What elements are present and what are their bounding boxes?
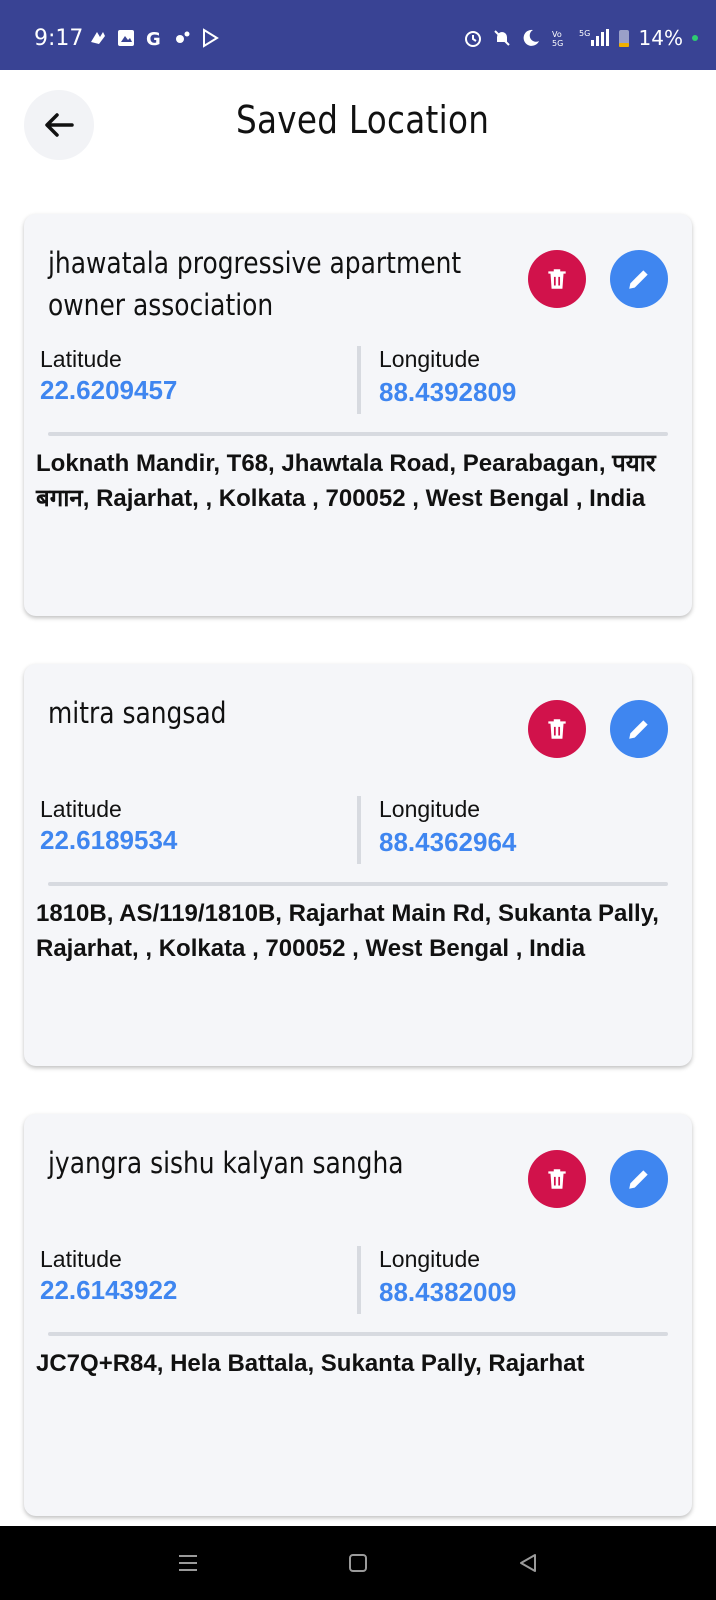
notification-icons <box>88 28 220 48</box>
status-time: 9:17 <box>34 26 84 51</box>
latitude-value: 22.6209457 <box>40 375 178 405</box>
divider <box>48 432 668 436</box>
edit-button[interactable] <box>610 700 668 758</box>
longitude-label: Longitude <box>379 796 481 822</box>
status-bar <box>0 0 716 70</box>
home-square-icon <box>346 1551 370 1575</box>
system-status-icons <box>463 26 698 50</box>
page-title: Saved Location <box>236 98 490 142</box>
latitude-block <box>40 796 177 856</box>
pencil-icon <box>626 266 652 292</box>
location-card[interactable] <box>24 214 692 616</box>
battery-percent: 14% <box>638 26 683 50</box>
latitude-value: 22.6143922 <box>40 1275 178 1305</box>
location-address: Loknath Mandir, T68, Jhawtala Road, Pearabagan, पयार बगान, Rajarhat, , Kolkata , 700052 , West Bengal , India <box>36 450 656 512</box>
delete-button[interactable] <box>528 700 586 758</box>
arrow-left-icon <box>42 108 76 142</box>
location-address: JC7Q+R84, Hela Battala, Sukanta Pally, Rajarhat <box>36 1350 585 1377</box>
longitude-label: Longitude <box>379 346 481 372</box>
system-nav-bar <box>0 1526 716 1600</box>
do-not-disturb-icon <box>521 28 541 48</box>
delete-button[interactable] <box>528 1150 586 1208</box>
app-header <box>0 70 716 180</box>
longitude-block <box>357 346 516 414</box>
privacy-dot <box>692 35 698 41</box>
svg-text:G: G <box>146 29 161 50</box>
trash-icon <box>544 716 570 742</box>
latitude-label: Latitude <box>40 796 122 822</box>
svg-text:5G: 5G <box>551 39 563 48</box>
delete-button[interactable] <box>528 250 586 308</box>
alarm-icon <box>463 28 483 48</box>
trash-icon <box>544 1166 570 1192</box>
edit-button[interactable] <box>610 1150 668 1208</box>
latitude-block <box>40 346 177 406</box>
signal-icon <box>579 28 609 48</box>
longitude-value: 88.4392809 <box>379 377 517 407</box>
divider <box>48 882 668 886</box>
longitude-value: 88.4362964 <box>379 827 517 857</box>
google-icon <box>144 28 164 48</box>
latitude-block <box>40 1246 177 1306</box>
location-address: 1810B, AS/119/1810B, Rajarhat Main Rd, Sukanta Pally, Rajarhat, , Kolkata , 700052 , West Bengal , India <box>36 900 659 962</box>
location-card[interactable] <box>24 664 692 1066</box>
volte-icon <box>550 28 570 48</box>
settings-notification-icon <box>172 28 192 48</box>
trash-icon <box>544 266 570 292</box>
battery-icon <box>618 28 630 48</box>
mute-icon <box>492 28 512 48</box>
latitude-value: 22.6189534 <box>40 825 178 855</box>
pencil-icon <box>626 716 652 742</box>
longitude-block <box>357 796 516 864</box>
latitude-label: Latitude <box>40 346 122 372</box>
menu-icon <box>176 1551 200 1575</box>
longitude-label: Longitude <box>379 1246 481 1272</box>
location-card[interactable] <box>24 1114 692 1516</box>
back-button[interactable] <box>24 90 94 160</box>
svg-text:5G: 5G <box>578 29 590 38</box>
longitude-block <box>357 1246 516 1314</box>
pencil-icon <box>626 1166 652 1192</box>
nav-back-button[interactable] <box>513 1548 543 1578</box>
image-notification-icon <box>116 28 136 48</box>
recent-apps-button[interactable] <box>173 1548 203 1578</box>
app-notification-icon <box>88 28 108 48</box>
play-store-icon <box>200 28 220 48</box>
home-button[interactable] <box>343 1548 373 1578</box>
location-name: jhawatala progressive apartment owner association <box>48 246 462 322</box>
location-name: mitra sangsad <box>48 696 227 730</box>
back-triangle-icon <box>516 1551 540 1575</box>
edit-button[interactable] <box>610 250 668 308</box>
longitude-value: 88.4382009 <box>379 1277 517 1307</box>
location-name: jyangra sishu kalyan sangha <box>48 1146 404 1180</box>
saved-location-list[interactable] <box>0 180 716 1377</box>
latitude-label: Latitude <box>40 1246 122 1272</box>
svg-text:Vo: Vo <box>551 30 562 39</box>
divider <box>48 1332 668 1336</box>
